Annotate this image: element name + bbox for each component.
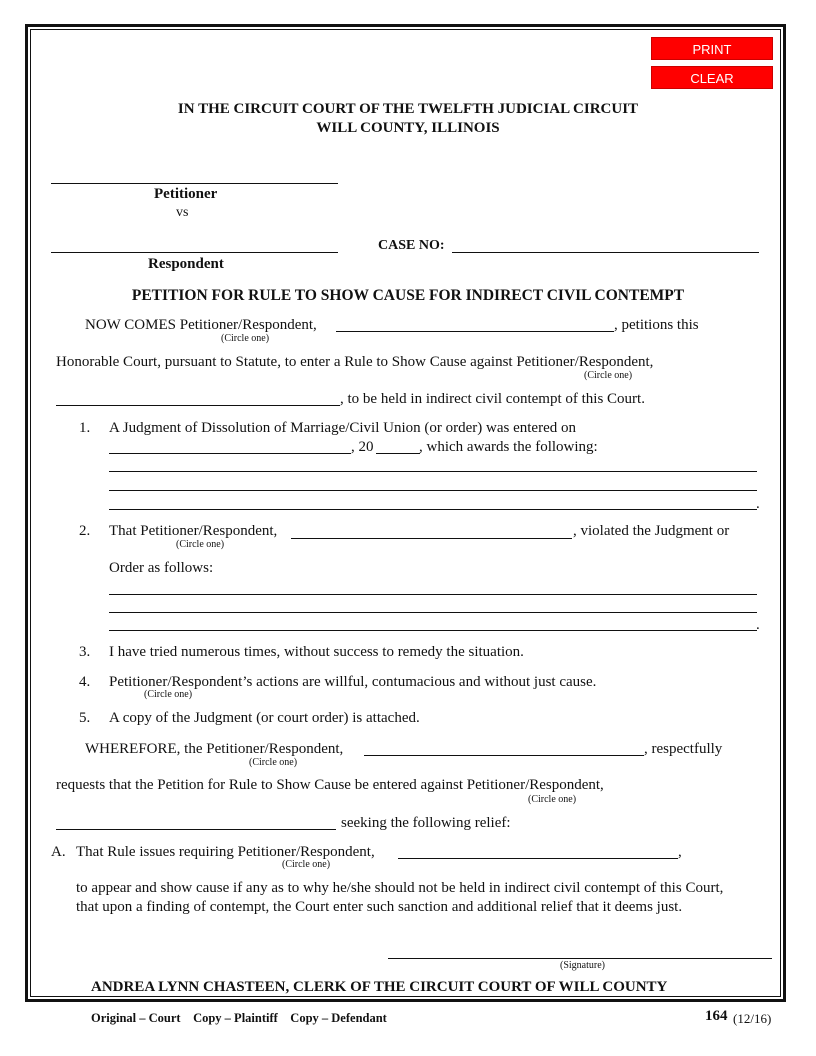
violated-text: , violated the Judgment or bbox=[573, 523, 730, 539]
appear-text-line-1: to appear and show cause if any as to why he/she should not be held in indirect civil contempt of this Court, bbox=[76, 880, 724, 896]
violation-line-1[interactable] bbox=[109, 594, 757, 595]
signature-label: (Signature) bbox=[560, 960, 605, 971]
petitioner-name-field[interactable] bbox=[51, 183, 338, 184]
item-2-number: 2. bbox=[79, 523, 91, 539]
requests-text: requests that the Petition for Rule to Show Cause be entered against Petitioner/Respondent, bbox=[56, 777, 604, 793]
now-comes-text: NOW COMES Petitioner/Respondent, bbox=[85, 317, 317, 333]
petitioner-label: Petitioner bbox=[154, 186, 218, 202]
clear-button[interactable]: CLEAR bbox=[651, 66, 773, 89]
circle-one-note: (Circle one) bbox=[176, 539, 225, 550]
respectfully-text: , respectfully bbox=[644, 741, 723, 757]
item-5-text: A copy of the Judgment (or court order) is attached. bbox=[109, 710, 420, 726]
respondent-label: Respondent bbox=[148, 256, 224, 272]
item-a-comma: , bbox=[678, 844, 682, 860]
awards-text: , which awards the following: bbox=[419, 439, 598, 455]
item-2-text: That Petitioner/Respondent, bbox=[109, 523, 278, 539]
relief-party-field[interactable] bbox=[56, 829, 336, 830]
respondent-name-field[interactable] bbox=[51, 252, 338, 253]
awards-line-1[interactable] bbox=[109, 471, 757, 472]
item-a-label: A. bbox=[51, 844, 66, 860]
awards-line-2[interactable] bbox=[109, 490, 757, 491]
item-1-text: A Judgment of Dissolution of Marriage/Civil Union (or order) was entered on bbox=[109, 420, 576, 436]
judgment-year-field[interactable] bbox=[376, 453, 420, 454]
item-3-number: 3. bbox=[79, 644, 91, 660]
clerk-name: ANDREA LYNN CHASTEEN, CLERK OF THE CIRCUIT COURT OF WILL COUNTY bbox=[91, 979, 668, 995]
rule-party-field[interactable] bbox=[398, 858, 678, 859]
violation-line-3[interactable] bbox=[109, 630, 757, 631]
print-button[interactable]: PRINT bbox=[651, 37, 773, 60]
circle-one-note: (Circle one) bbox=[249, 757, 298, 768]
item-a-text: That Rule issues requiring Petitioner/Respondent, bbox=[76, 844, 375, 860]
form-date: (12/16) bbox=[733, 1011, 772, 1026]
item-5-number: 5. bbox=[79, 710, 91, 726]
judgment-date-field[interactable] bbox=[109, 453, 351, 454]
circle-one-note: (Circle one) bbox=[584, 370, 633, 381]
item-3-text: I have tried numerous times, without success to remedy the situation. bbox=[109, 644, 524, 660]
wherefore-text: WHEREFORE, the Petitioner/Respondent, bbox=[85, 741, 344, 757]
violating-party-field[interactable] bbox=[291, 538, 572, 539]
court-heading: IN THE CIRCUIT COURT OF THE TWELFTH JUDICIAL CIRCUIT bbox=[177, 101, 639, 117]
held-in-contempt-text: , to be held in indirect civil contempt of this Court. bbox=[340, 391, 645, 407]
item-4-number: 4. bbox=[79, 674, 91, 690]
vs-label: vs bbox=[176, 205, 189, 220]
contempt-party-field[interactable] bbox=[56, 405, 340, 406]
circle-one-note: (Circle one) bbox=[144, 689, 193, 700]
violation-line-2[interactable] bbox=[109, 612, 757, 613]
circle-one-note: (Circle one) bbox=[282, 859, 331, 870]
petitions-this-text: , petitions this bbox=[614, 317, 699, 333]
honorable-court-text: Honorable Court, pursuant to Statute, to enter a Rule to Show Cause against Petitioner/Respondent, bbox=[56, 354, 654, 370]
document-title: PETITION FOR RULE TO SHOW CAUSE FOR INDIRECT CIVIL CONTEMPT bbox=[131, 287, 685, 304]
signature-field[interactable] bbox=[388, 958, 772, 959]
case-no-label: CASE NO: bbox=[378, 238, 445, 253]
seeking-relief-text: seeking the following relief: bbox=[341, 815, 511, 831]
case-no-field[interactable] bbox=[452, 252, 759, 253]
awards-line-3[interactable] bbox=[109, 509, 757, 510]
appear-text-line-2: that upon a finding of contempt, the Court enter such sanction and additional relief that it deems just. bbox=[76, 899, 683, 915]
now-comes-party-field[interactable] bbox=[336, 331, 614, 332]
wherefore-party-field[interactable] bbox=[364, 755, 644, 756]
item-1-number: 1. bbox=[79, 420, 91, 436]
order-as-follows-text: Order as follows: bbox=[109, 560, 214, 576]
form-number: 164 bbox=[705, 1008, 728, 1024]
item-4-text: Petitioner/Respondent’s actions are willful, contumacious and without just cause. bbox=[109, 674, 597, 690]
year-prefix-text: , 20 bbox=[351, 439, 374, 455]
circle-one-note: (Circle one) bbox=[221, 333, 270, 344]
violation-period: . bbox=[756, 617, 760, 633]
circle-one-note: (Circle one) bbox=[528, 794, 577, 805]
county-heading: WILL COUNTY, ILLINOIS bbox=[316, 120, 500, 136]
copy-distribution: Original – Court Copy – Plaintiff Copy – Defendant bbox=[91, 1011, 387, 1025]
awards-period: . bbox=[756, 496, 760, 512]
